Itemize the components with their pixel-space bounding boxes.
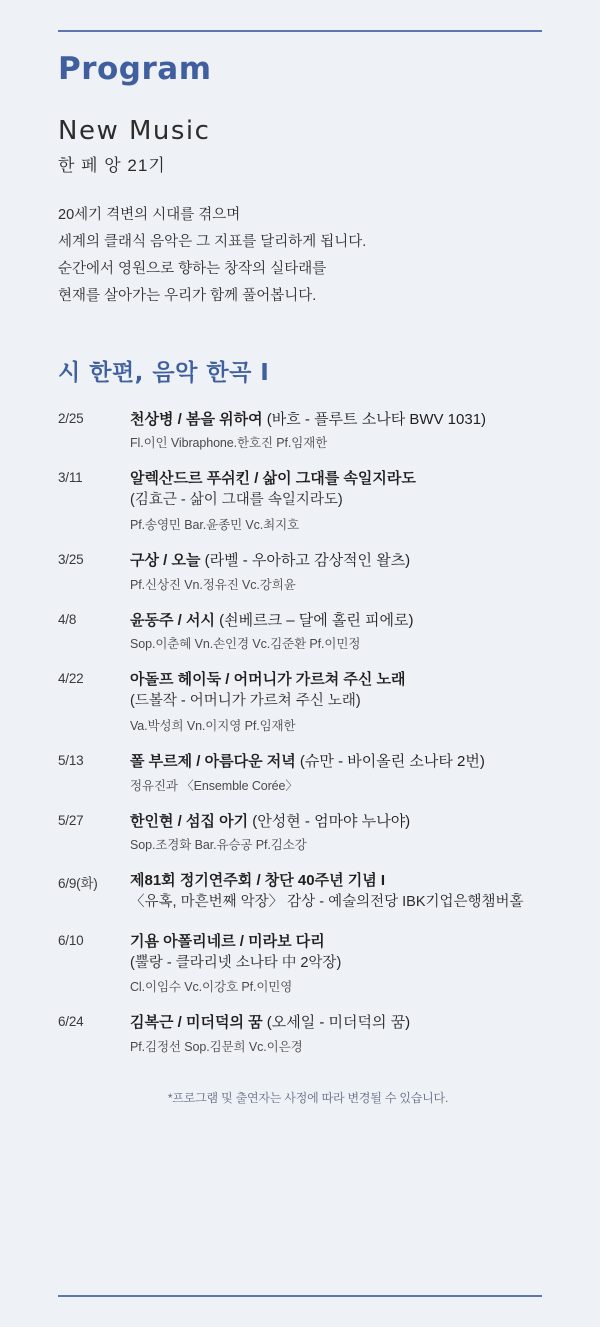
item-title	[130, 931, 558, 953]
item-body	[130, 409, 558, 452]
list-item	[58, 1012, 558, 1055]
item-title	[130, 1012, 558, 1034]
item-title	[130, 811, 558, 833]
item-body	[130, 610, 558, 653]
item-title-main: 알렉산드르 푸쉬킨 / 삶이 그대를 속일지라도	[130, 470, 416, 488]
item-body	[130, 870, 558, 914]
item-title	[130, 751, 558, 773]
item-title-main: 김복근 / 미더덕의 꿈	[130, 1014, 263, 1032]
top-divider	[58, 30, 542, 32]
item-title	[130, 550, 558, 572]
item-performers: Pf.송영민 Bar.윤종민 Vc.최지호	[130, 517, 300, 532]
page-title: Program	[58, 51, 212, 87]
item-title-main: 천상병 / 봄을 위하여	[130, 410, 263, 428]
list-item	[58, 751, 558, 794]
item-title	[130, 468, 558, 490]
item-title-note: (라벨 - 우아하고 감상적인 왈츠)	[204, 551, 411, 569]
item-subtitle: (뿔랑 - 클라리넷 소나타 中 2악장)	[130, 954, 342, 971]
item-title-note: (오세일 - 미더덕의 꿈)	[266, 1014, 411, 1032]
item-title	[130, 409, 558, 431]
item-date: 3/11	[58, 470, 83, 486]
footnote: *프로그램 및 출연자는 사정에 따라 변경될 수 있습니다.	[167, 1091, 449, 1106]
item-title-main: 제81회 정기연주회 / 창단 40주년 기념 I	[130, 872, 386, 890]
item-title-main: 한인현 / 섬집 아기	[130, 812, 249, 830]
item-title-note: (슈만 - 바이올린 소나타 2번)	[299, 752, 485, 770]
section-heading: 시 한편, 음악 한곡 I	[58, 359, 270, 386]
item-body	[130, 550, 558, 593]
list-item	[58, 870, 558, 914]
item-date: 6/10	[58, 932, 84, 948]
intro-line: 현재를 살아가는 우리가 함께 풀어봅니다.	[58, 287, 317, 304]
item-title-main: 구상 / 오늘	[130, 551, 201, 569]
item-title	[130, 610, 558, 632]
content-area	[58, 52, 558, 1106]
item-body	[130, 931, 558, 996]
list-item	[58, 931, 558, 996]
item-subtitle: (김효근 - 삶이 그대를 속일지라도)	[130, 492, 343, 509]
item-title-main: 윤동주 / 서시	[130, 611, 215, 629]
list-item	[58, 669, 558, 734]
item-subtitle: (드볼작 - 어머니가 가르쳐 주신 노래)	[130, 693, 361, 710]
item-performers: Sop.조경화 Bar.유승공 Pf.김소강	[130, 838, 307, 853]
series-subtitle: 한 페 앙 21기	[58, 156, 166, 176]
item-body	[130, 669, 558, 734]
item-date: 6/24	[58, 1014, 84, 1030]
list-item	[58, 409, 558, 452]
item-date: 4/22	[58, 671, 84, 687]
item-title-note: (쇤베르크 – 달에 홀린 피에로)	[219, 611, 414, 629]
item-date: 5/13	[58, 752, 84, 768]
item-performers: Cl.이임수 Vc.이강호 Pf.이민영	[130, 980, 293, 995]
intro-line: 순간에서 영원으로 향하는 창작의 실타래를	[58, 260, 327, 277]
item-date: 2/25	[58, 410, 84, 426]
item-performers: Pf.신상진 Vn.정유진 Vc.강희윤	[130, 577, 296, 592]
item-body	[130, 811, 558, 854]
list-item	[58, 610, 558, 653]
item-performers: 정유진과 〈Ensemble Corée〉	[130, 778, 298, 793]
intro-paragraph	[58, 202, 558, 309]
item-performers: Va.박성희 Vn.이지영 Pf.임재한	[130, 718, 296, 733]
intro-line: 20세기 격변의 시대를 겪으며	[58, 207, 241, 224]
item-title-note: (안성현 - 엄마야 누나야)	[252, 812, 411, 830]
item-body	[130, 751, 558, 794]
item-title-main: 아돌프 헤이둑 / 어머니가 가르쳐 주신 노래	[130, 671, 406, 689]
intro-line: 세계의 클래식 음악은 그 지표를 달리하게 됩니다.	[58, 234, 367, 251]
item-title-main: 폴 부르제 / 아름다운 저녁	[130, 752, 296, 770]
list-item	[58, 550, 558, 593]
item-subtitle: 〈유혹, 마흔번째 악장〉 감상 - 예술의전당 IBK기업은행챔버홀	[130, 894, 524, 911]
item-title-note: (바흐 - 플루트 소나타 BWV 1031)	[266, 410, 487, 428]
item-body	[130, 1012, 558, 1055]
item-date: 4/8	[58, 611, 77, 627]
item-performers: Pf.김정선 Sop.김문희 Vc.이은경	[130, 1040, 303, 1055]
item-title	[130, 870, 558, 892]
item-performers: Fl.이인 Vibraphone.한호진 Pf.임재한	[130, 436, 328, 451]
bottom-divider	[58, 1295, 542, 1297]
item-date: 6/9(화)	[58, 876, 98, 892]
item-body	[130, 468, 558, 533]
series-title: New Music	[58, 116, 211, 147]
list-item	[58, 468, 558, 533]
item-date: 3/25	[58, 551, 84, 567]
list-item	[58, 811, 558, 854]
program-list	[58, 409, 558, 1056]
item-date: 5/27	[58, 812, 84, 828]
item-title-main: 기욤 아폴리네르 / 미라보 다리	[130, 932, 325, 950]
item-performers: Sop.이춘혜 Vn.손인경 Vc.김준환 Pf.이민정	[130, 637, 361, 652]
item-title	[130, 669, 558, 691]
